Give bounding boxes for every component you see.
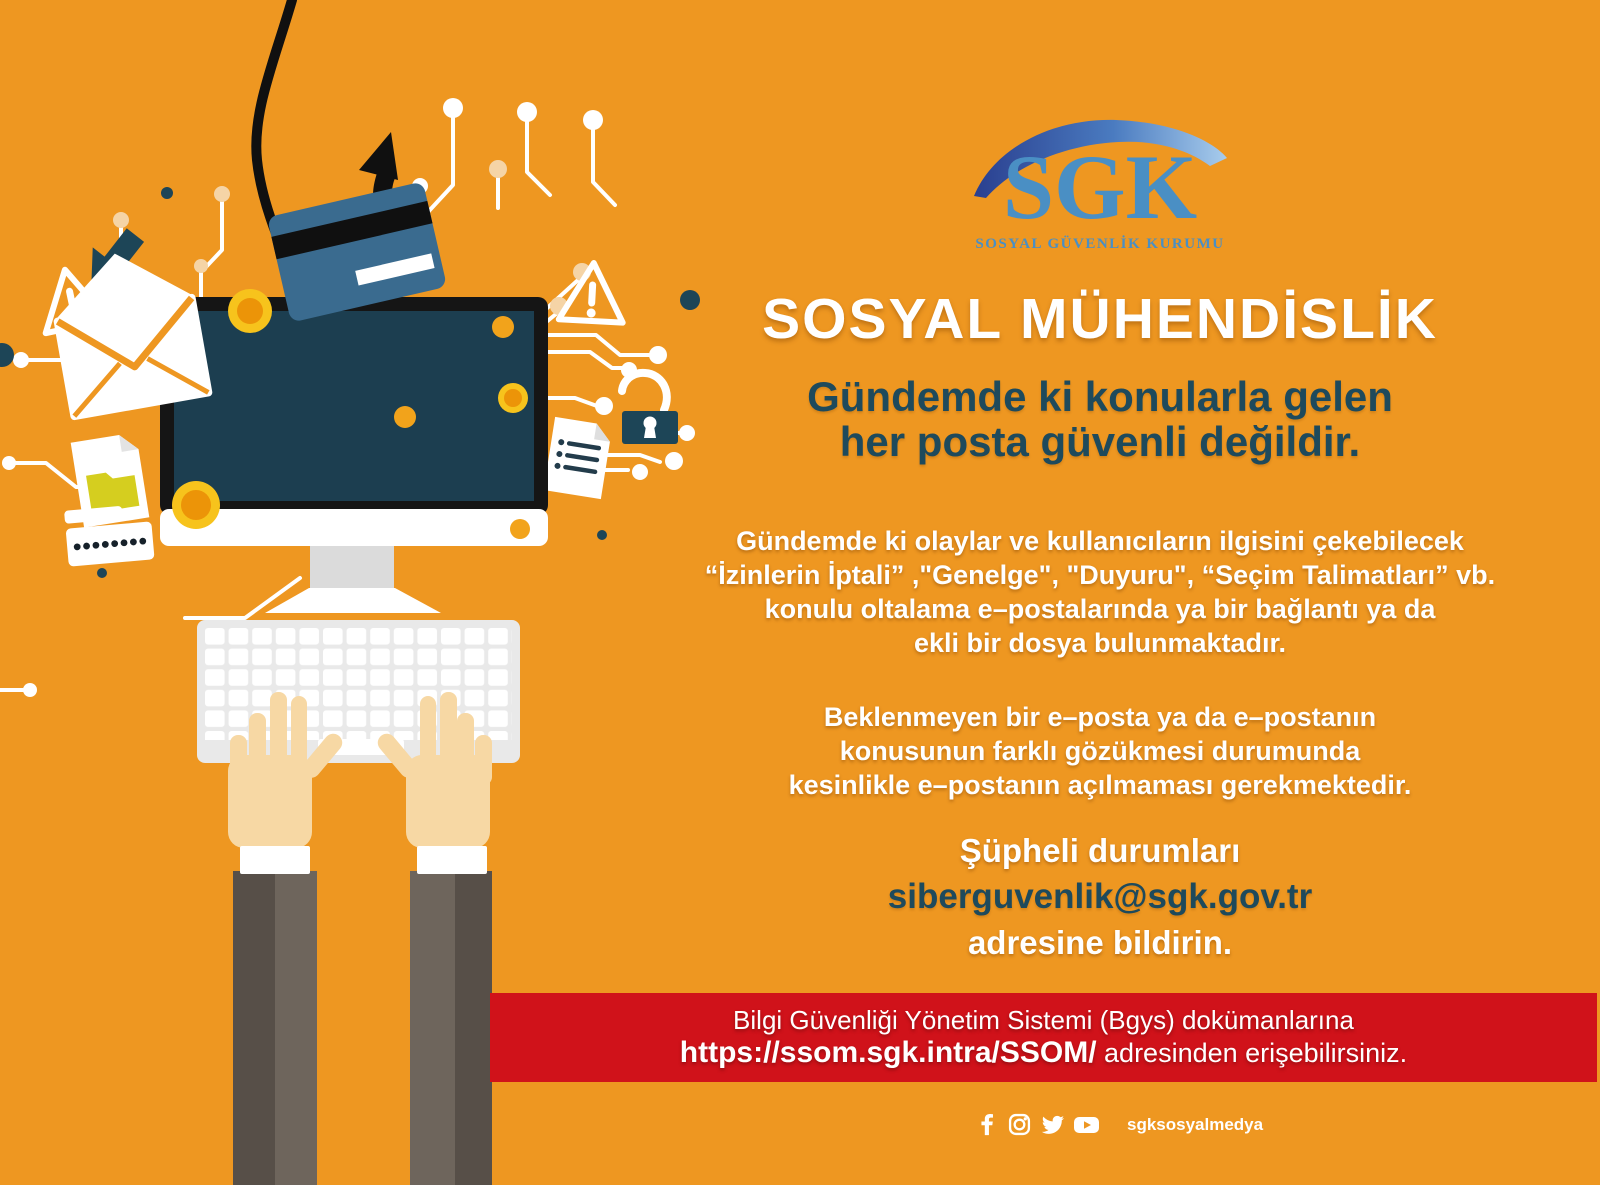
contact-block	[640, 828, 1560, 966]
paragraph-line: Beklenmeyen bir e–posta ya da e–postanın	[823, 702, 1377, 732]
youtube-icon	[1073, 1112, 1100, 1137]
paragraph-warning	[640, 700, 1560, 802]
document-list-icon	[544, 417, 613, 499]
security-email: siberguvenlik@sgk.gov.tr	[887, 877, 1313, 916]
paragraph-line: “İzinlerin İptali” ,"Genelge", "Duyuru", “Seçim Talimatları” vb.	[704, 560, 1496, 590]
paragraph-phishing-subjects	[640, 524, 1560, 660]
paragraph-line: Gündemde ki olaylar ve kullanıcıların ilgisini çekebilecek	[736, 526, 1464, 556]
ssom-url: https://ssom.sgk.intra/SSOM/	[679, 1036, 1097, 1069]
subtitle-line: Gündemde ki konularla gelen	[807, 373, 1393, 420]
warning-triangle-icon	[559, 261, 626, 322]
monitor-icon	[160, 297, 548, 613]
paragraph-line: kesinlikle e–postanın açılmaması gerekmektedir.	[788, 770, 1412, 800]
paragraph-line: ekli bir dosya bulunmaktadır.	[913, 628, 1287, 658]
contact-intro: Şüpheli durumları	[959, 832, 1241, 869]
banner-text: Bilgi Güvenliği Yönetim Sistemi (Bgys) dokümanlarına	[733, 1005, 1354, 1035]
twitter-icon	[1039, 1112, 1066, 1137]
bgys-banner	[490, 993, 1597, 1082]
sgk-logo	[640, 96, 1560, 266]
paragraph-line: konusunun farklı gözükmesi durumunda	[839, 736, 1361, 766]
facebook-icon	[975, 1112, 1000, 1137]
envelope-icon	[44, 241, 213, 421]
arms	[233, 846, 492, 1185]
instagram-icon	[1007, 1112, 1032, 1137]
social-handle: sgksosyalmedya	[1127, 1114, 1264, 1134]
logo-organization: SOSYAL GÜVENLİK KURUMU	[975, 236, 1225, 252]
logo-acronym: SGK	[1002, 136, 1198, 238]
subtitle-line: her posta güvenli değildir.	[839, 418, 1361, 465]
paragraph-line: konulu oltalama e–postalarında ya bir bağlantı ya da	[764, 594, 1436, 624]
banner-url-suffix: adresinden erişebilirsiniz.	[1096, 1038, 1408, 1068]
subtitle	[640, 374, 1560, 464]
contact-outro: adresine bildirin.	[967, 924, 1233, 961]
page-title: SOSYAL MÜHENDİSLİK	[762, 287, 1438, 351]
social-media-row	[975, 1112, 1263, 1137]
banner-url-line	[680, 1036, 1407, 1070]
